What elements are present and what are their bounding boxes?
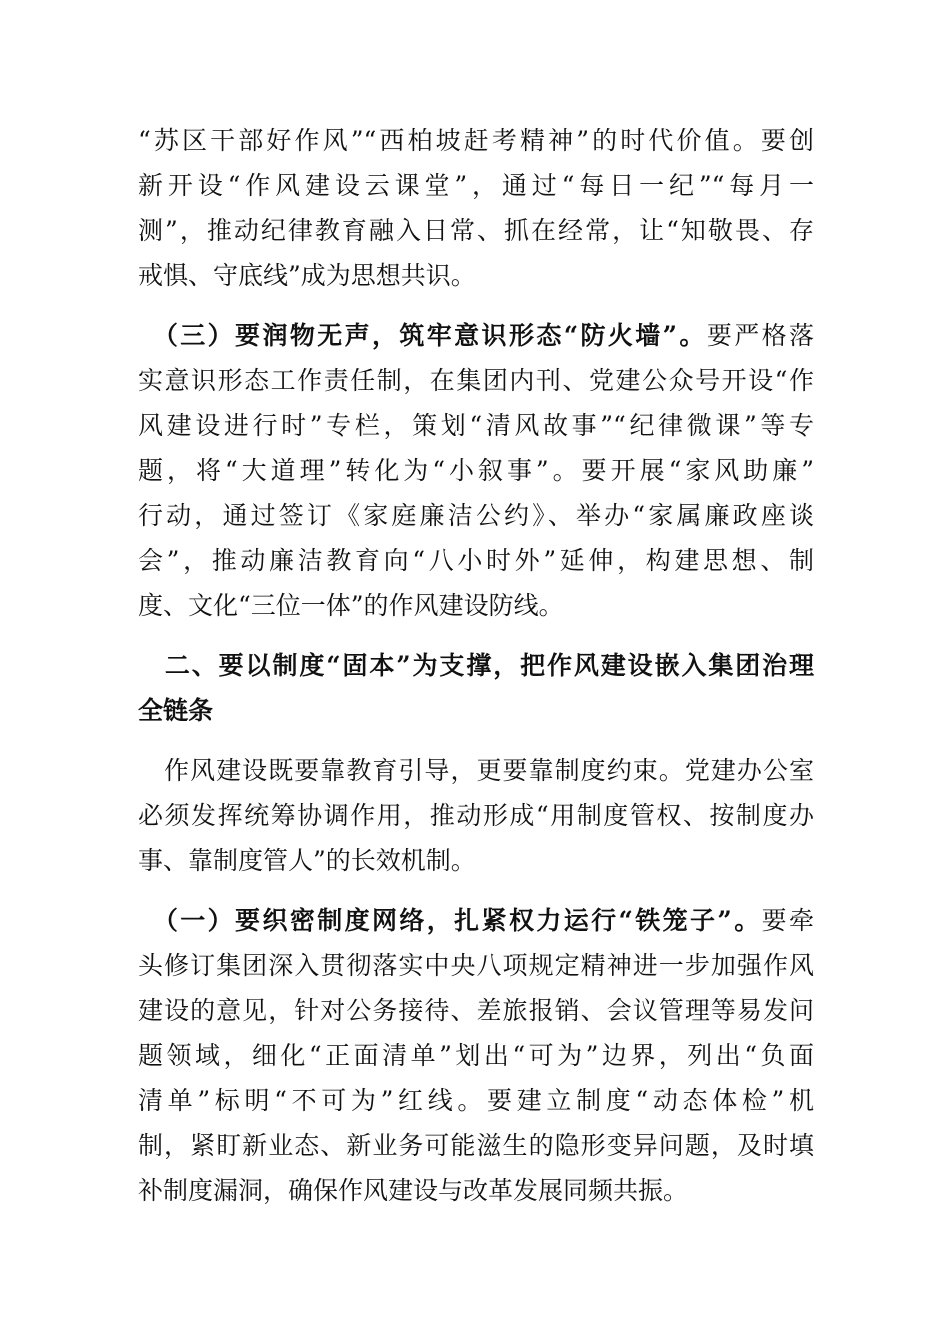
body-text: 会”，推动廉洁教育向“八小时外”延伸，构建思想、制 [138,546,814,575]
text-line [138,583,814,628]
text-line [138,1168,814,1213]
text-line [138,748,814,793]
text-line [138,493,814,538]
body-text: 头修订集团深入贯彻落实中央八项规定精神进一步加强作风 [138,951,814,980]
body-text: 行动，通过签订《家庭廉洁公约》、举办“家属廉政座谈 [138,501,814,530]
text-line [138,208,814,253]
text-line [138,838,814,883]
text-line [138,163,814,208]
body-text: 制，紧盯新业态、新业务可能滋生的隐形变异问题，及时填 [138,1131,814,1160]
bold-heading-text: 二、要以制度“固本”为支撑，把作风建设嵌入集团治理 [138,651,814,680]
text-line [138,793,814,838]
body-text: 要牵 [761,906,814,935]
text-line [138,118,814,163]
body-text: 戒惧、守底线”成为思想共识。 [138,261,476,290]
body-text: 事、靠制度管人”的长效机制。 [138,846,476,875]
body-text: 题领域，细化“正面清单”划出“可为”边界，列出“负面 [138,1041,814,1070]
text-line [138,253,814,298]
text-line [138,358,814,403]
body-text: 建设的意见，针对公务接待、差旅报销、会议管理等易发问 [138,996,814,1025]
body-text: 必须发挥统筹协调作用，推动形成“用制度管权、按制度办 [138,801,814,830]
body-text: “苏区干部好作风”“西柏坡赶考精神”的时代价值。要创 [138,126,814,155]
text-line [138,313,814,358]
body-text: 作风建设既要靠教育引导，更要靠制度约束。党建办公室 [138,756,814,785]
text-line [138,643,814,688]
body-text: 实意识形态工作责任制，在集团内刊、党建公众号开设“作 [138,366,814,395]
bold-heading-text: （一）要织密制度网络，扎紧权力运行“铁笼子”。 [138,906,762,935]
text-line [138,1078,814,1123]
text-line [138,988,814,1033]
text-line [138,448,814,493]
body-text: 要严格落 [706,321,814,350]
body-text: 清单”标明“不可为”红线。要建立制度“动态体检”机 [138,1086,814,1115]
body-text: 测”，推动纪律教育融入日常、抓在经常，让“知敬畏、存 [138,216,814,245]
body-text: 风建设进行时”专栏，策划“清风故事”“纪律微课”等专 [138,411,814,440]
text-line [138,538,814,583]
text-line [138,403,814,448]
text-line [138,943,814,988]
body-text: 度、文化“三位一体”的作风建设防线。 [138,591,564,620]
body-text: 题，将“大道理”转化为“小叙事”。要开展“家风助廉” [138,456,814,485]
text-line [138,1033,814,1078]
body-text: 补制度漏洞，确保作风建设与改革发展同频共振。 [138,1176,689,1205]
text-line [138,898,814,943]
text-line [138,1123,814,1168]
bold-heading-text: 全链条 [138,696,214,725]
text-line [138,688,814,733]
body-text: 新开设“作风建设云课堂”，通过“每日一纪”“每月一 [138,171,814,200]
bold-heading-text: （三）要润物无声，筑牢意识形态“防火墙”。 [138,321,707,350]
